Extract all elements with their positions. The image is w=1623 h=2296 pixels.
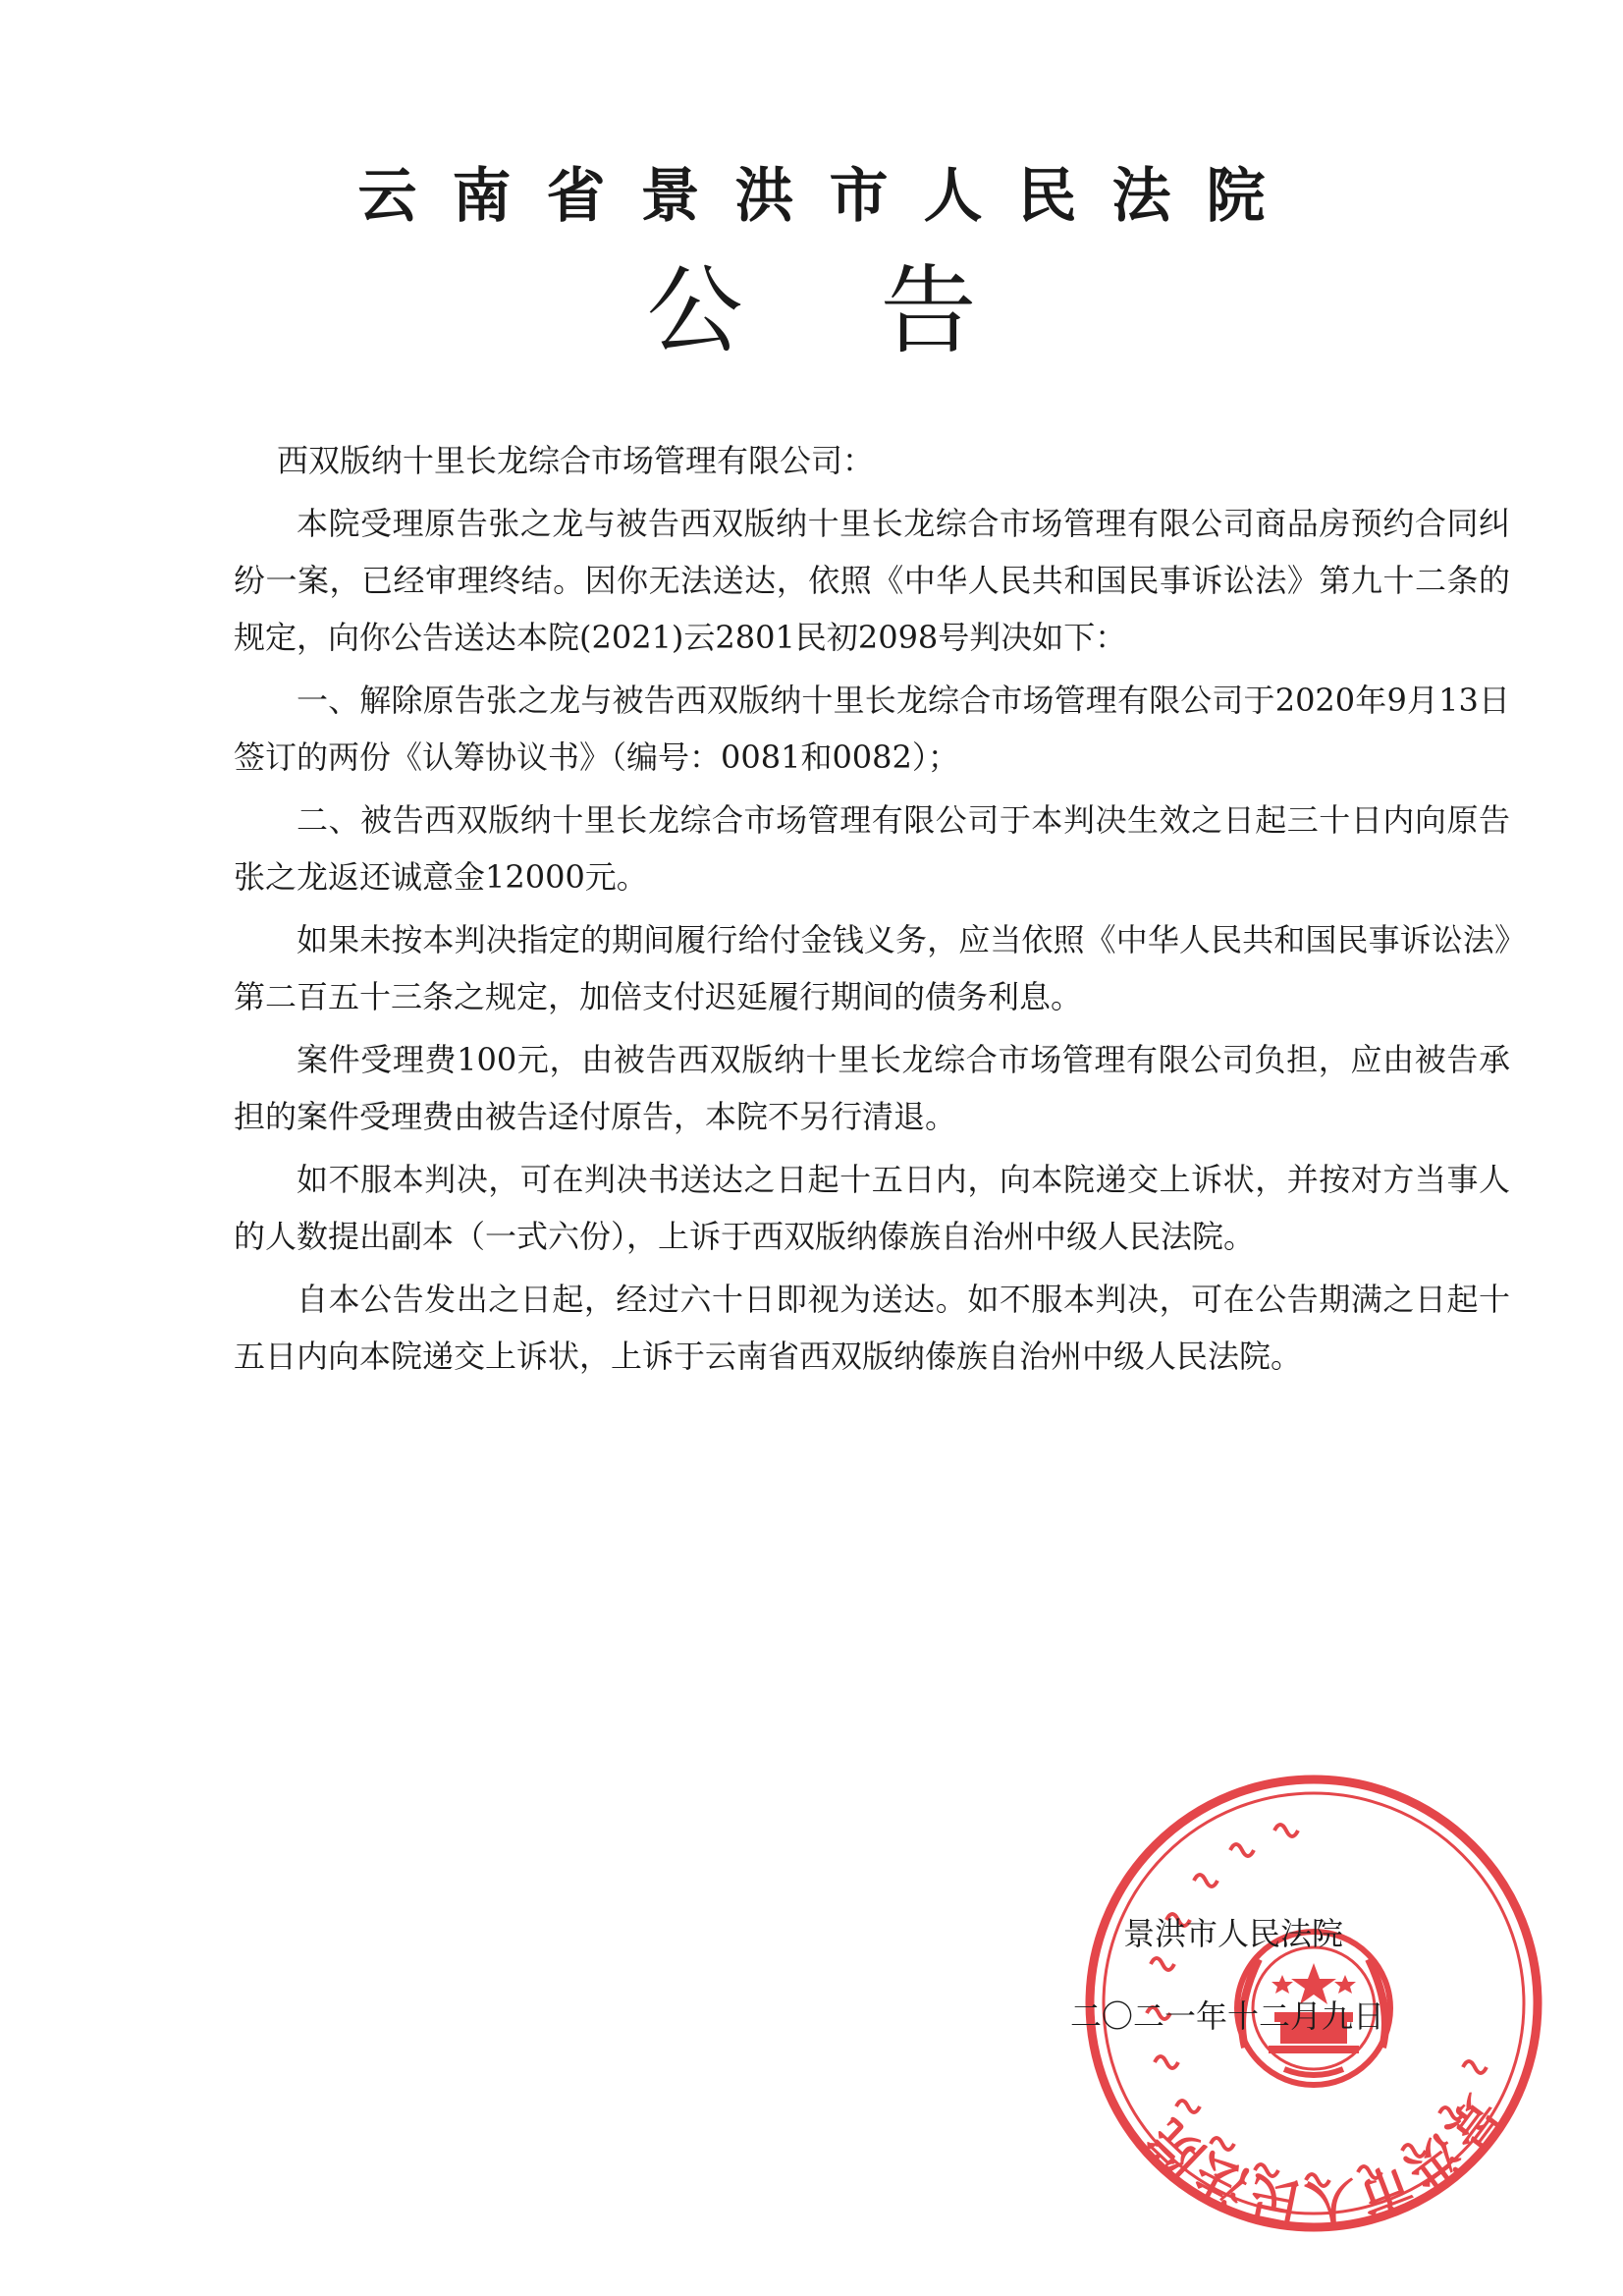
paragraph-7: 自本公告发出之日起，经过六十日即视为送达。如不服本判决，可在公告期满之日起十五日内向本院递交上诉状，上诉于云南省西双版纳傣族自治州中级人民法院。 [234,1281,1510,1375]
paragraph-5: 案件受理费100元，由被告西双版纳十里长龙综合市场管理有限公司负担，应由被告承担的案件受理费由被告迳付原告，本院不另行清退。 [234,1041,1510,1135]
paragraph-3: 二、被告西双版纳十里长龙综合市场管理有限公司于本判决生效之日起三十日内向原告张之龙返还诚意金12000元。 [234,801,1510,896]
paragraph-6: 如不服本判决，可在判决书送达之日起十五日内，向本院递交上诉状，并按对方当事人的人数提出副本（一式六份），上诉于西双版纳傣族自治州中级人民法院。 [234,1161,1510,1255]
signature-court: 景洪市人民法院 [1123,1915,1344,1952]
paragraph-1: 本院受理原告张之龙与被告西双版纳十里长龙综合市场管理有限公司商品房预约合同纠纷一案，已经审理终结。因你无法送达，依照《中华人民共和国民事诉讼法》第九十二条的规定，向你公告送达本院(2021)云2801民初2098号判决如下： [234,505,1510,656]
court-name: 云南省景洪市人民法院 [357,162,1301,231]
addressee: 西双版纳十里长龙综合市场管理有限公司： [277,442,875,479]
document-title: 公告 [646,255,1114,367]
paragraph-4: 如果未按本判决指定的期间履行给付金钱义务，应当依照《中华人民共和国民事诉讼法》第二百五十三条之规定，加倍支付迟延履行期间的债务利息。 [234,921,1510,1015]
svg-text:景洪市人民法院: 景洪市人民法院 [1137,2084,1513,2234]
paragraph-2: 一、解除原告张之龙与被告西双版纳十里长龙综合市场管理有限公司于2020年9月13日签订的两份《认筹协议书》（编号：0081和0082）； [234,682,1510,776]
signature-date: 二〇二一年十二月九日 [1070,1997,1385,2035]
notice-body [234,432,1510,1391]
